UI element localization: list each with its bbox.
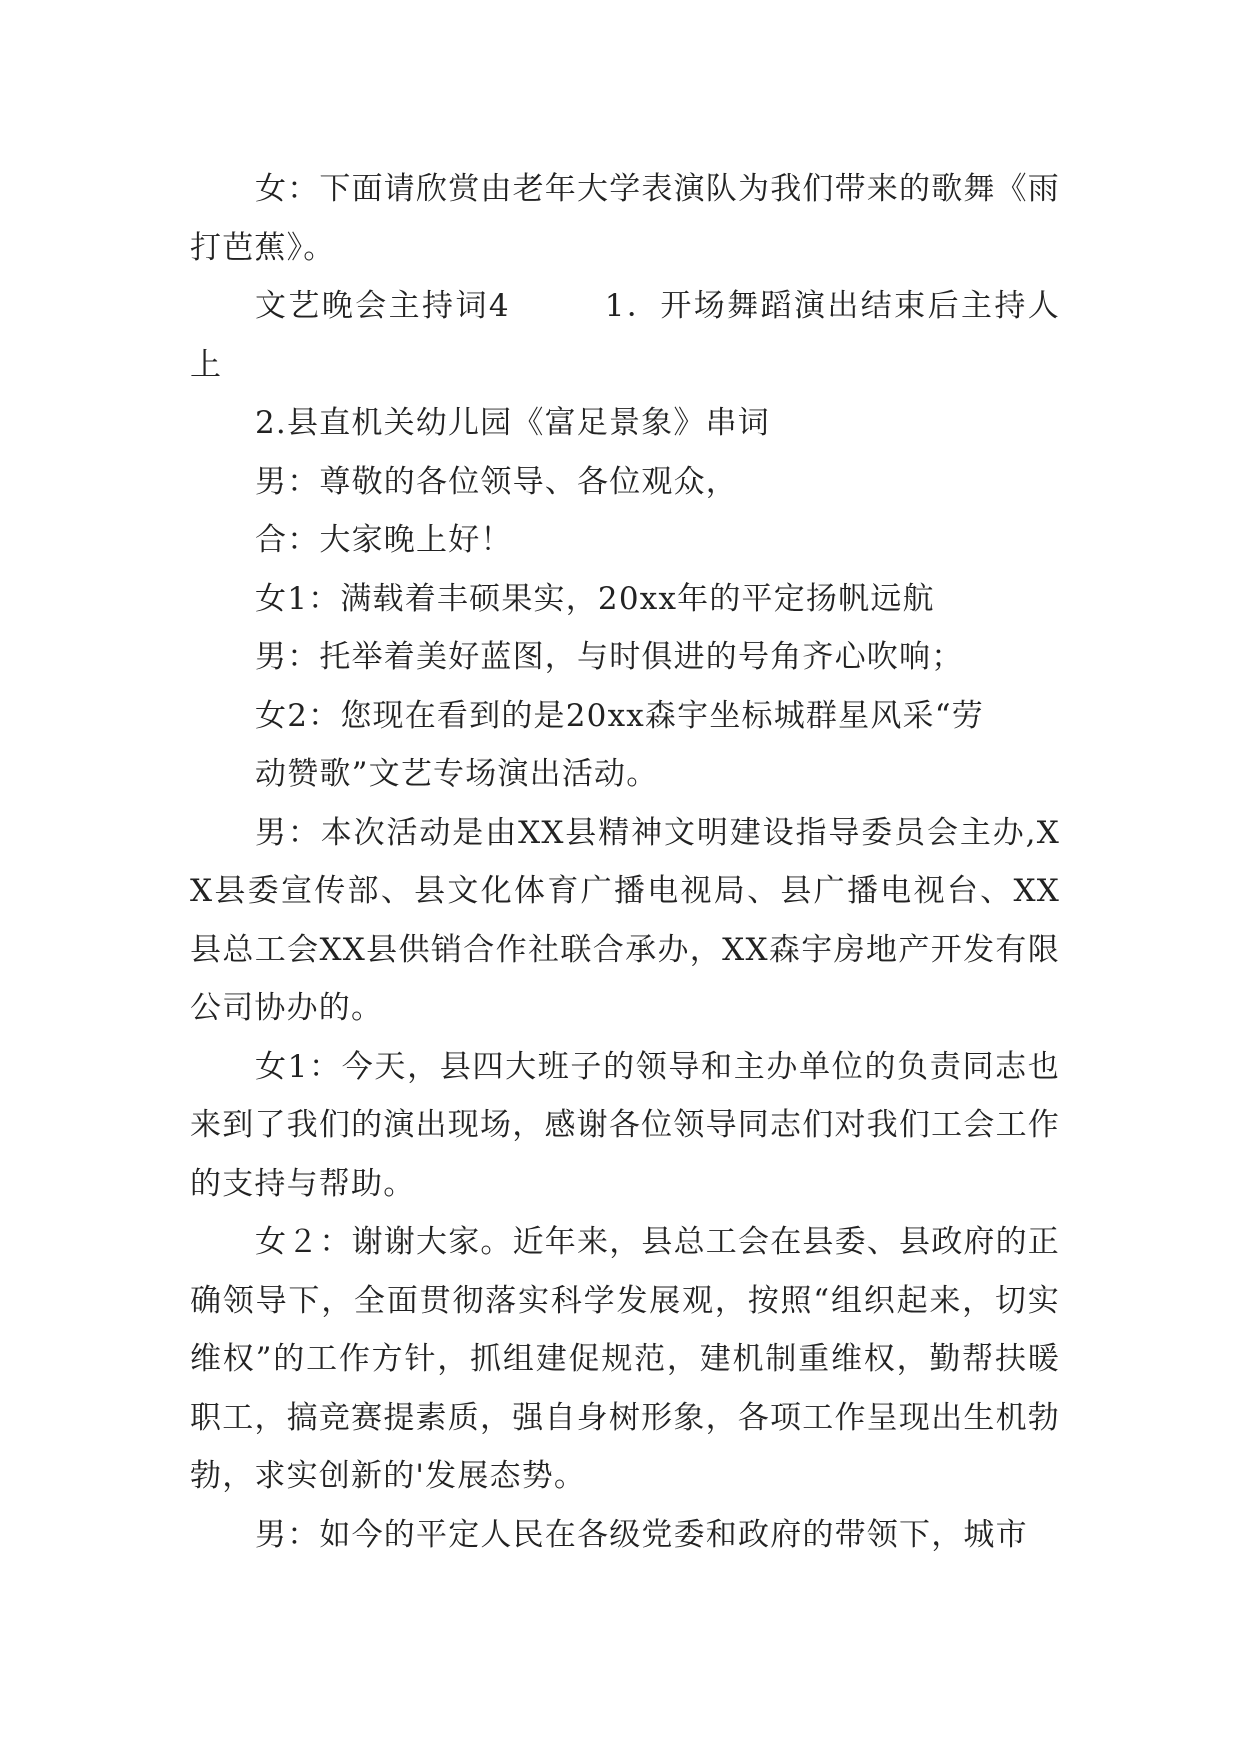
- paragraph: [190, 277, 1060, 394]
- paragraph: 男：本次活动是由XX县精神文明建设指导委员会主办,XX县委宣传部、县文化体育广播电视局、县广播电视台、XX县总工会XX县供销合作社联合承办，XX森宇房地产开发有限公司协办的。: [190, 814, 1060, 1026]
- paragraph: 女1：今天，县四大班子的领导和主办单位的负责同志也来到了我们的演出现场，感谢各位领导同志们对我们工会工作的支持与帮助。: [190, 1048, 1060, 1202]
- paragraph: 2.县直机关幼儿园《富足景象》串词: [255, 405, 770, 441]
- paragraph: 女1：满载着丰硕果实，20xx年的平定扬帆远航: [255, 580, 935, 617]
- list-item: 1．开场舞蹈演出结束后主持人上: [190, 288, 1060, 383]
- paragraph: 动赞歌”文艺专场演出活动。: [255, 756, 659, 792]
- section-title: 文艺晚会主持词4: [255, 288, 510, 324]
- paragraph: 女：下面请欣赏由老年大学表演队为我们带来的歌舞《雨打芭蕉》。: [190, 171, 1060, 266]
- paragraph: 女2：您现在看到的是20xx森宇坐标城群星风采“劳: [255, 697, 984, 734]
- paragraph: 女２：谢谢大家。近年来，县总工会在县委、县政府的正确领导下，全面贯彻落实科学发展观，按照“组织起来，切实维权”的工作方针，抓组建促规范，建机制重维权，勤帮扶暖职工，搞竞赛提素质，强自身树形象，各项工作呈现出生机勃勃，求实创新的'发展态势。: [190, 1224, 1060, 1494]
- paragraph: 男：如今的平定人民在各级党委和政府的带领下，城市: [255, 1516, 1028, 1553]
- paragraph: 合：大家晚上好！: [255, 522, 513, 558]
- paragraph: 男：托举着美好蓝图，与时俱进的号角齐心吹响；: [255, 639, 964, 675]
- paragraph: 男：尊敬的各位领导、各位观众，: [255, 463, 738, 500]
- document-body: [190, 160, 1060, 1564]
